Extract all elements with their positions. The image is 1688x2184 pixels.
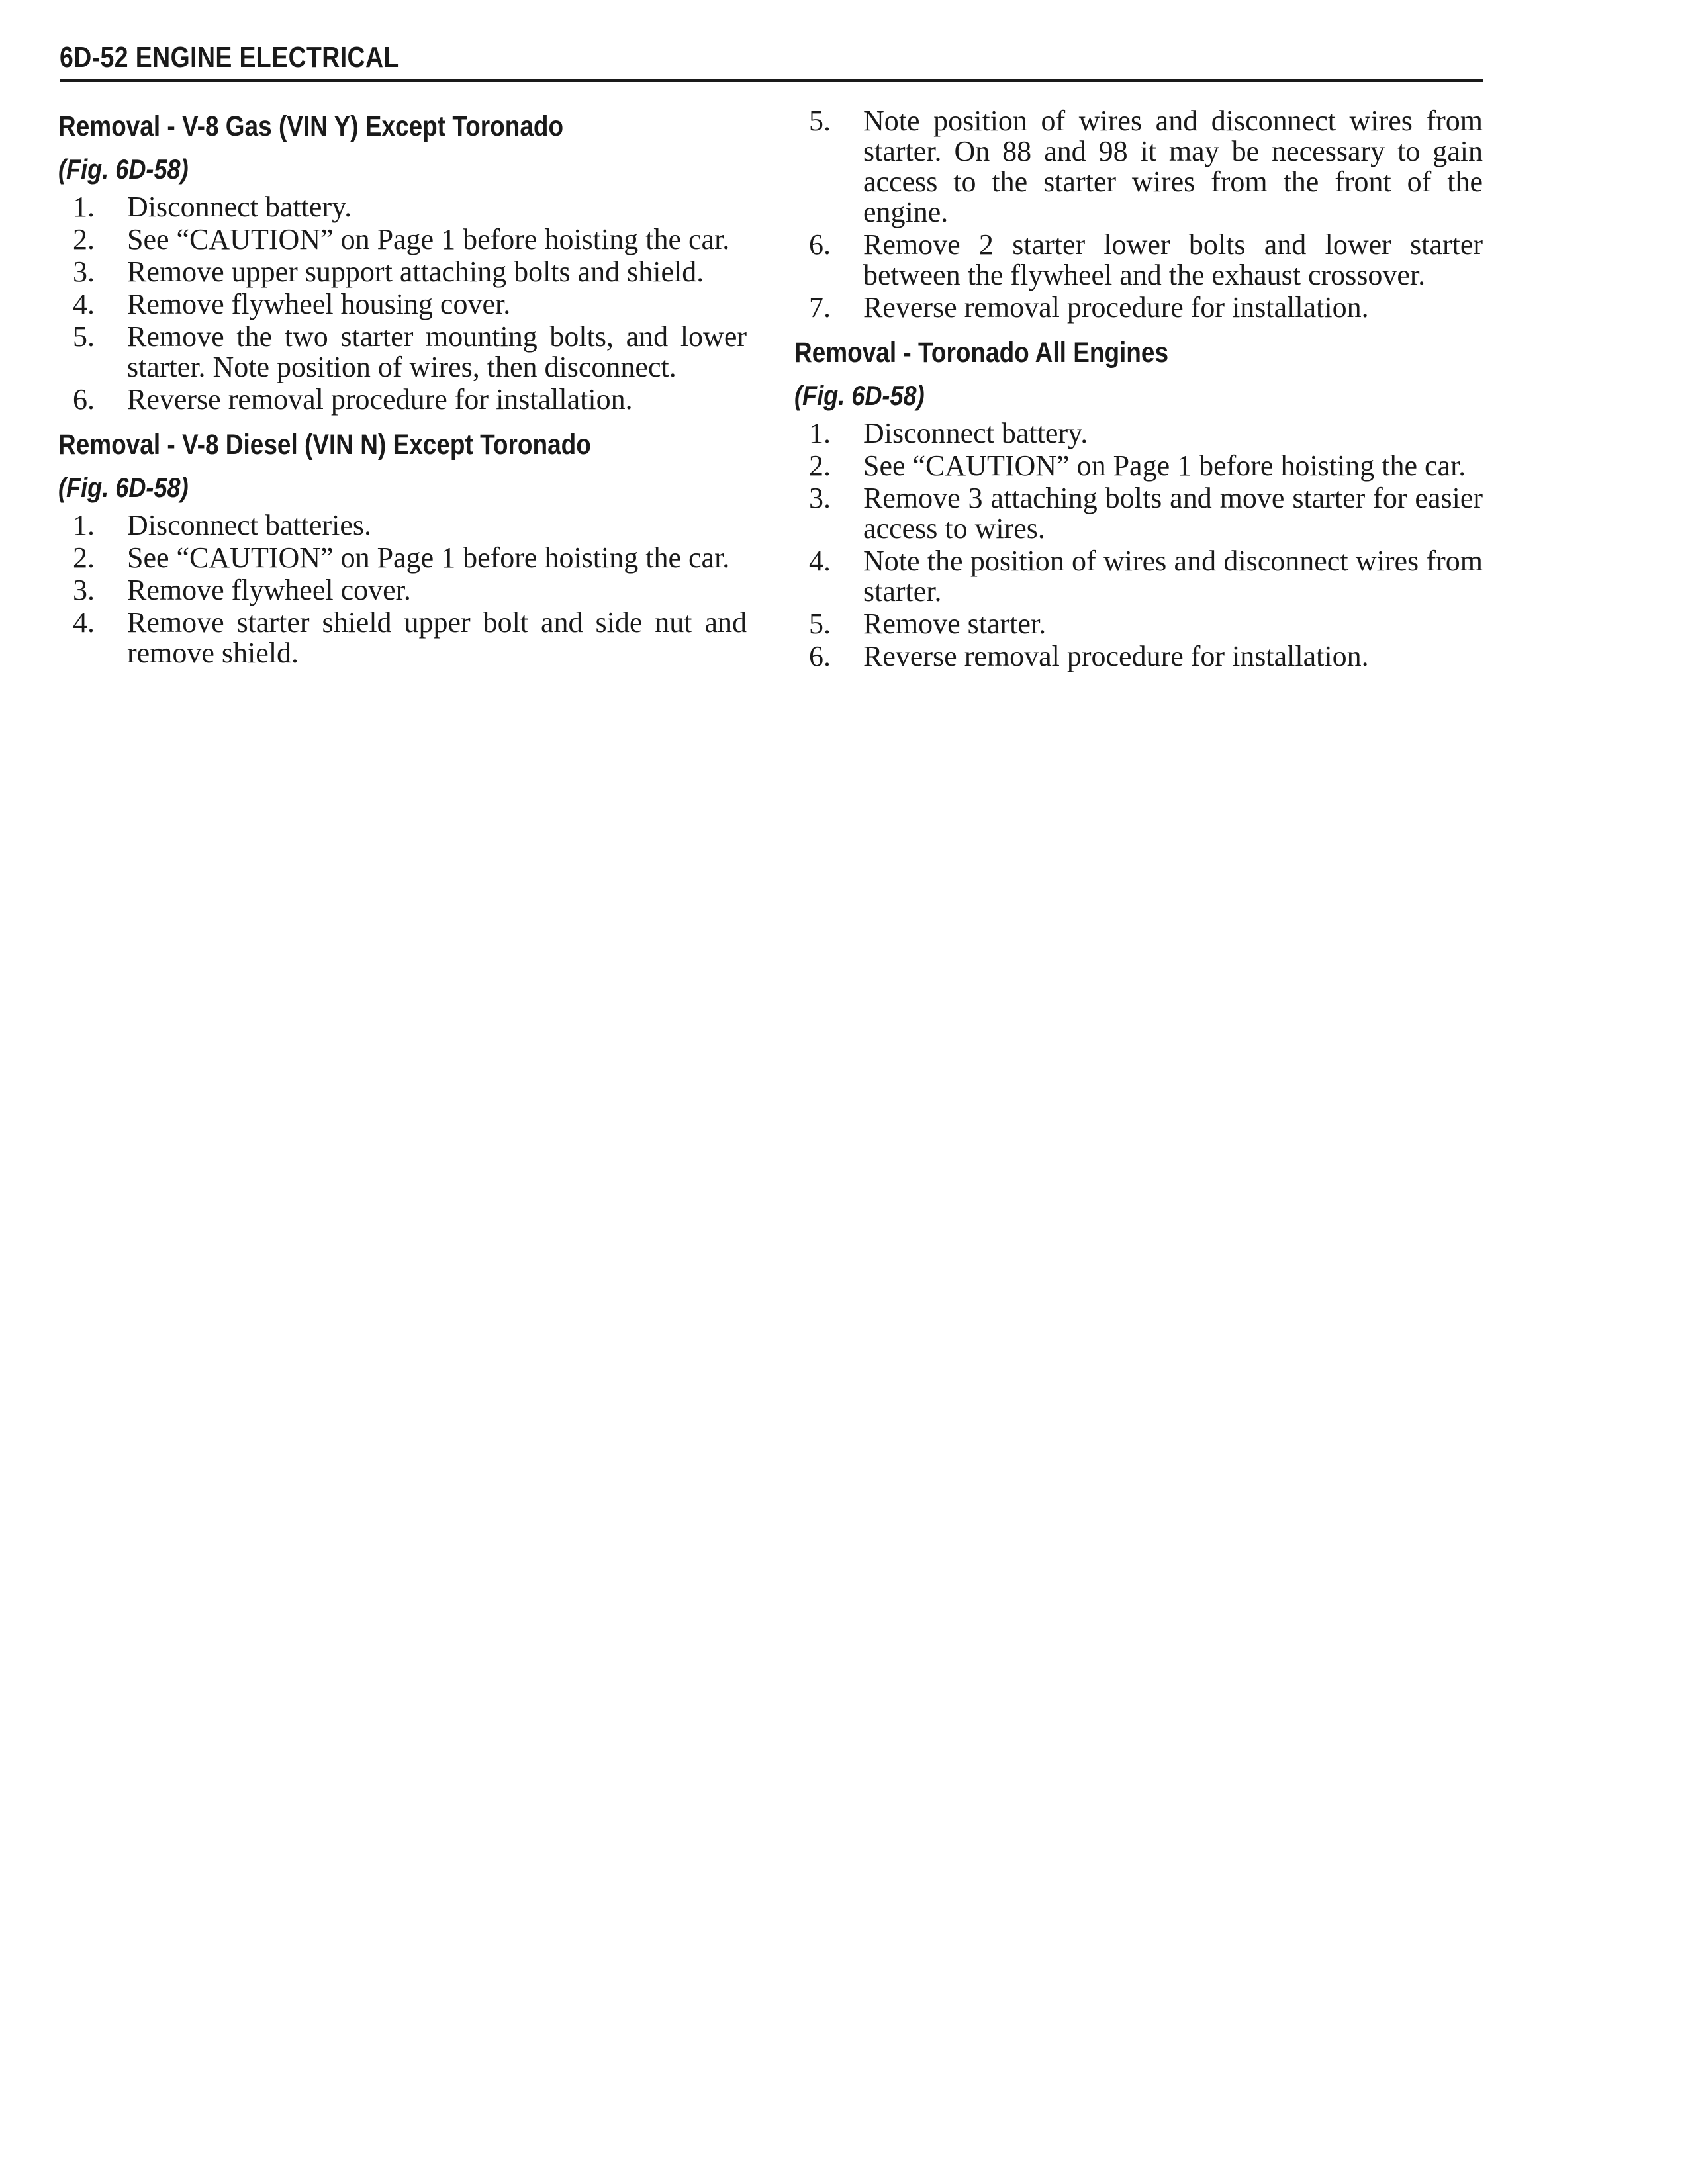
step-item [58,192,747,222]
step-number: 2. [73,541,95,574]
step-text: Reverse removal procedure for installation. [863,291,1369,324]
step-text: Note position of wires and disconnect wires from starter. On 88 and 98 it may be necessary to gain access to the starter wires from the front of the engine. [863,105,1483,228]
step-text: See “CAUTION” on Page 1 before hoisting the car. [863,449,1466,482]
section-v8-gas [58,106,747,415]
step-item [58,385,747,415]
step-number: 6. [809,640,831,672]
step-item [58,608,747,668]
step-item [794,106,1483,228]
step-item [794,230,1483,291]
step-number: 6. [809,228,831,261]
step-item [58,322,747,383]
step-text: Remove starter. [863,608,1047,640]
step-number: 3. [73,255,95,288]
step-text: Remove starter shield upper bolt and side nut and remove shield. [127,606,747,669]
section-heading: Removal - V-8 Gas (VIN Y) Except Toronado [58,111,564,142]
step-item [58,289,747,320]
left-column [58,106,747,678]
step-item [58,224,747,255]
figure-reference: (Fig. 6D-58) [794,380,925,411]
right-column [794,106,1483,681]
step-number: 4. [73,288,95,320]
section-toronado [794,332,1483,672]
step-list [794,106,1483,323]
step-number: 6. [73,383,95,416]
step-text: Remove 3 attaching bolts and move starter for easier access to wires. [863,482,1483,545]
step-text: Reverse removal procedure for installation. [863,640,1369,672]
section-v8-diesel-continued [794,106,1483,323]
step-item [58,543,747,573]
step-text: Reverse removal procedure for installation. [127,383,633,416]
step-text: See “CAUTION” on Page 1 before hoisting the car. [127,541,730,574]
figure-reference: (Fig. 6D-58) [58,472,189,503]
step-text: Disconnect battery. [863,417,1088,449]
step-item [58,257,747,287]
step-number: 5. [809,608,831,640]
step-number: 4. [73,606,95,639]
step-number: 4. [809,545,831,577]
step-text: Remove the two starter mounting bolts, and lower starter. Note position of wires, then disconnect. [127,320,747,383]
step-item [794,641,1483,672]
page-header [60,41,1483,82]
step-number: 1. [73,191,95,223]
step-item [58,575,747,606]
section-v8-diesel [58,424,747,668]
step-item [794,609,1483,639]
figure-reference: (Fig. 6D-58) [58,154,189,185]
page-header-title: 6D-52 ENGINE ELECTRICAL [60,41,399,73]
step-text: Disconnect battery. [127,191,352,223]
step-number: 2. [73,223,95,255]
step-item [794,451,1483,481]
step-text: Note the position of wires and disconnect wires from starter. [863,545,1483,608]
step-number: 5. [73,320,95,353]
step-number: 7. [809,291,831,324]
step-number: 3. [73,574,95,606]
step-list [58,510,747,668]
step-text: See “CAUTION” on Page 1 before hoisting the car. [127,223,730,255]
step-text: Remove 2 starter lower bolts and lower starter between the flywheel and the exhaust crossover. [863,228,1483,291]
step-number: 3. [809,482,831,514]
step-number: 5. [809,105,831,137]
step-item [794,546,1483,607]
section-heading: Removal - Toronado All Engines [794,337,1169,369]
step-number: 1. [809,417,831,449]
step-list [794,418,1483,672]
section-heading: Removal - V-8 Diesel (VIN N) Except Toronado [58,429,591,461]
step-item [794,418,1483,449]
step-item [794,483,1483,544]
step-item [58,510,747,541]
step-number: 2. [809,449,831,482]
step-item [794,293,1483,323]
step-list [58,192,747,415]
step-text: Remove upper support attaching bolts and shield. [127,255,704,288]
step-text: Remove flywheel cover. [127,574,411,606]
step-number: 1. [73,509,95,541]
step-text: Disconnect batteries. [127,509,371,541]
step-text: Remove flywheel housing cover. [127,288,511,320]
